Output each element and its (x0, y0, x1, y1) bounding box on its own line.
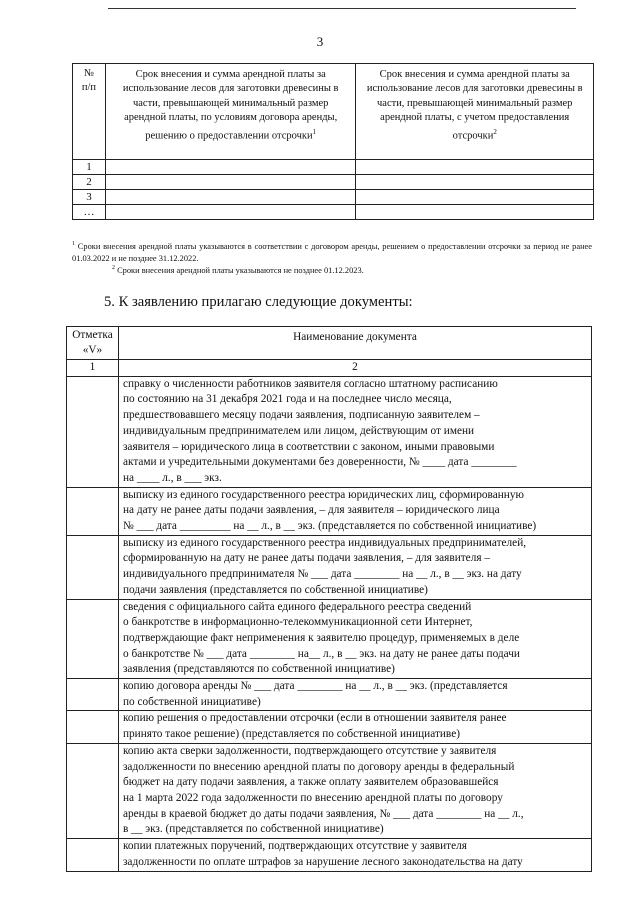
footnote-2-text: Сроки внесения арендной платы указываются не позднее 01.12.2023. (117, 265, 364, 275)
col-a-header (105, 64, 356, 160)
document-description (118, 599, 591, 679)
document-row (67, 599, 592, 679)
documents-header-row (67, 327, 592, 360)
col-num-header-line2: п/п (81, 82, 97, 94)
doc-line: № ___ дата _________ на __ л., в __ экз. (представляется по собственной инициативе) (122, 520, 537, 533)
doc-line: заявителя – юридического лица в соответствии с законом, иными правовыми (122, 440, 495, 453)
checkmark-cell[interactable] (67, 487, 119, 535)
document-row (67, 711, 592, 743)
doc-line: индивидуальным предпринимателем или лицом, действующим от имени (122, 424, 475, 437)
row-cell-a[interactable] (105, 160, 356, 175)
doc-line: бюджет на дату подачи заявления, а также оплату заявителем образовавшейся (122, 776, 499, 789)
document-description (118, 711, 591, 743)
doc-line: на ____ л., в ___ экз. (122, 471, 222, 484)
row-number: … (73, 205, 106, 220)
schedule-table (72, 63, 594, 220)
doc-line: заявления (представляются по собственной инициативе) (122, 663, 395, 676)
doc-line: выписку из единого государственного реестра индивидуальных предпринимателей, (122, 536, 527, 549)
col-num-header-line1: № (83, 68, 94, 79)
doc-line: задолженности по внесению арендной платы по договору аренды в федеральный (122, 760, 515, 773)
document-row (67, 487, 592, 535)
mark-column-header-line1: Отметка (72, 329, 113, 341)
checkmark-cell[interactable] (67, 711, 119, 743)
doc-line: подтверждающие факт неприменения к заявителю процедур, применяемых в деле (122, 631, 520, 644)
documents-index-row (67, 360, 592, 377)
footnote-1-text: Сроки внесения арендной платы указываются в соответствии с договором аренды, решением о предоставлении отсрочки за период не ранее 01.03.2022 и не позднее 31.12.2022. (72, 241, 592, 263)
row-cell-b[interactable] (356, 190, 594, 205)
row-cell-b[interactable] (356, 205, 594, 220)
doc-line: по состоянию на 31 декабря 2021 года и на последнее число месяца, (122, 393, 452, 406)
col-b-header-text: Срок внесения и сумма арендной платы за использование лесов для заготовки древесины в части, превышающей минимальный размер арендной платы, с учетом предоставления отсрочки (366, 69, 583, 142)
document-description (118, 376, 591, 487)
footnote-1-mark: 1 (72, 241, 75, 247)
checkmark-cell[interactable] (67, 535, 119, 599)
row-cell-b[interactable] (356, 175, 594, 190)
doc-line: предшествовавшего месяцу подачи заявления, подписанную заявителем – (122, 409, 480, 422)
doc-line: индивидуального предпринимателя № ___ дата ________ на __ л., в __ экз. на дату (122, 568, 522, 581)
doc-line: принято такое решение) (представляется по собственной инициативе) (122, 728, 460, 741)
document-row (67, 743, 592, 838)
document-row (67, 679, 592, 711)
document-name-header: Наименование документа (118, 327, 591, 360)
row-cell-a[interactable] (105, 205, 356, 220)
doc-line: в __ экз. (представляется по собственной инициативе) (122, 823, 384, 836)
row-number: 2 (73, 175, 106, 190)
doc-line: аренды в краевой бюджет до даты подачи заявления, № ___ дата ________ на __ л., (122, 807, 524, 820)
doc-line: по собственной инициативе) (122, 695, 261, 708)
document-row (67, 839, 592, 871)
documents-table (66, 326, 592, 872)
document-description (118, 487, 591, 535)
table-row (73, 190, 594, 205)
checkmark-cell[interactable] (67, 743, 119, 838)
section-title: 5. К заявлению прилагаю следующие документы: (104, 294, 413, 310)
document-description (118, 839, 591, 871)
doc-line: о банкротстве № ___ дата ________ на__ л., в __ экз. на дату не ранее даты подачи (122, 647, 520, 660)
footnote-ref-2: 2 (493, 128, 497, 137)
doc-line: копию акта сверки задолженности, подтверждающего отсутствие у заявителя (122, 744, 497, 757)
schedule-header-row (73, 64, 594, 160)
mark-column-header (67, 327, 119, 360)
col-b-header (356, 64, 594, 160)
row-number: 1 (73, 160, 106, 175)
checkmark-cell[interactable] (67, 599, 119, 679)
table-row (73, 160, 594, 175)
document-description (118, 679, 591, 711)
row-cell-a[interactable] (105, 175, 356, 190)
doc-line: подачи заявления (представляется по собственной инициативе) (122, 583, 428, 596)
doc-line: сведения с официального сайта единого федерального реестра сведений (122, 600, 472, 613)
index-cell: 1 (67, 360, 119, 377)
doc-line: сформированную на дату не ранее даты подачи заявления, – для заявителя – (122, 552, 491, 565)
checkmark-cell[interactable] (67, 679, 119, 711)
doc-line: актами и учредительными документами без доверенности, № ____ дата ________ (122, 456, 517, 469)
doc-line: на дату не ранее даты подачи заявления, – для заявителя – юридического лица (122, 504, 500, 517)
page-number: 3 (316, 34, 324, 49)
doc-line: копию решения о предоставлении отсрочки (если в отношении заявителя ранее (122, 712, 507, 725)
checkmark-cell[interactable] (67, 839, 119, 871)
doc-line: на 1 марта 2022 года задолженности по внесению арендной платы по договору (122, 791, 503, 804)
document-description (118, 535, 591, 599)
mark-column-header-line2: «V» (82, 344, 103, 356)
document-description (118, 743, 591, 838)
doc-line: о банкротстве в информационно-телекоммуникационной сети Интернет, (122, 616, 473, 629)
footnote-2 (112, 262, 592, 277)
doc-line: справку о численности работников заявителя согласно штатному расписанию (122, 377, 498, 390)
document-row (67, 376, 592, 487)
index-cell: 2 (118, 360, 591, 377)
doc-line: копии платежных поручений, подтверждающих отсутствие у заявителя (122, 840, 467, 853)
footnote-2-mark: 2 (112, 265, 115, 271)
document-row (67, 535, 592, 599)
footnote-ref-1: 1 (312, 128, 317, 137)
col-num-header (73, 64, 106, 160)
top-rule (108, 8, 576, 9)
doc-line: выписку из единого государственного реестра юридических лиц, сформированную (122, 488, 524, 501)
row-cell-a[interactable] (105, 190, 356, 205)
table-row (73, 205, 594, 220)
footnote-1 (72, 238, 592, 265)
row-number: 3 (73, 190, 106, 205)
doc-line: задолженности по оплате штрафов за нарушение лесного законодательства на дату (122, 855, 523, 868)
checkmark-cell[interactable] (67, 376, 119, 487)
table-row (73, 175, 594, 190)
row-cell-b[interactable] (356, 160, 594, 175)
doc-line: копию договора аренды № ___ дата ________ на __ л., в __ экз. (представляется (122, 680, 508, 693)
col-a-header-text: Срок внесения и сумма арендной платы за использование лесов для заготовки древесины в части, превышающей минимальный размер арендной платы, по условиям договора аренды, решению о предоставлении отсрочки (122, 69, 339, 142)
